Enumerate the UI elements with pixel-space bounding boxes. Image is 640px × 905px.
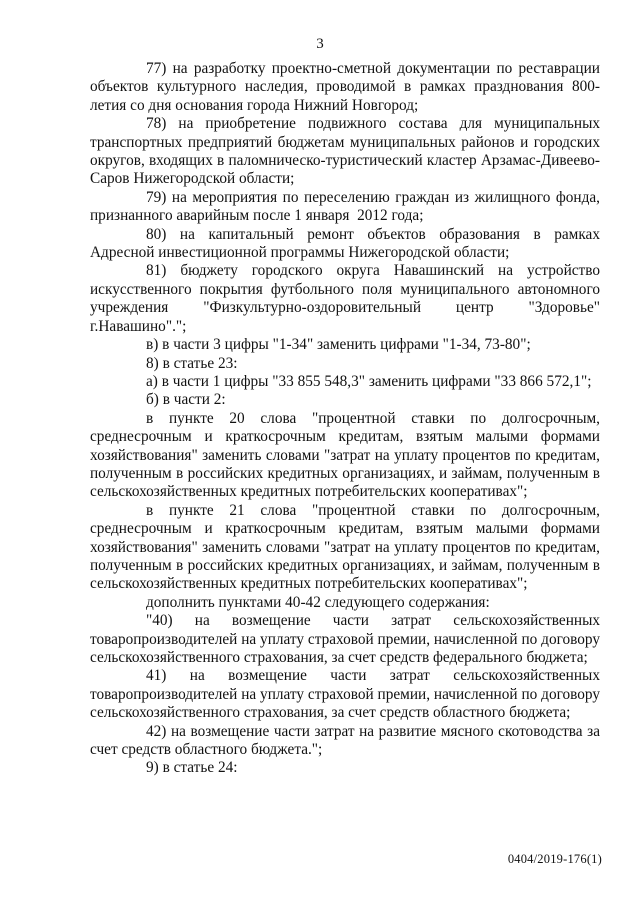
page-number: 3 — [316, 36, 324, 52]
paragraph-item-81: 81) бюджету городского округа Навашинский на устройство искусственного покрытия футбольного поля муниципального автономного учреждения "Физкультурно-оздоровительный центр "Здоровье" г.Навашино"."; — [90, 262, 604, 335]
paragraph-item-41: 41) на возмещение части затрат сельскохозяйственных товаропроизводителей на уплату страховой премии, начисленной по договору сельскохозяйственного страхования, за счет средств областного бюджета; — [90, 667, 604, 722]
paragraph-part-2: б) в части 2: — [146, 391, 226, 409]
paragraph-item-40: "40) на возмещение части затрат сельскохозяйственных товаропроизводителей на уплату страховой премии, начисленной по договору сельскохозяйственного страхования, за счет средств федерального бюджета; — [90, 612, 604, 666]
paragraph-point-21: в пункте 21 слова "процентной ставки по долгосрочным, среднесрочным и краткосрочным кредитам, взятым малыми формами хозяйствования" заменить словами "затрат на уплату процентов по кредитам, полученным в российских кредитных организациях, и займам, полученным в сельскохозяйственных кредитных потребительских кооперативах"; — [90, 501, 604, 593]
paragraph-article-23: 8) в статье 23: — [146, 354, 238, 372]
paragraph-item-77: 77) на разработку проектно-сметной документации по реставрации объектов культурного наследия, проводимой в рамках празднования 800-летия со дня основания города Нижний Новгород; — [90, 60, 604, 114]
document-body — [90, 60, 604, 778]
paragraph-item-80: 80) на капитальный ремонт объектов образования в рамках Адресной инвестиционной программы Нижегородской области; — [90, 225, 604, 262]
document-code: 0404/2019-176(1) — [507, 852, 602, 866]
paragraph-item-78: 78) на приобретение подвижного состава для муниципальных транспортных предприятий бюджетам муниципальных районов и городских округов, входящих в паломническо-туристический кластер Арзамас-Дивеево-Саров Нижегородской области; — [90, 115, 604, 188]
paragraph-point-20: в пункте 20 слова "процентной ставки по долгосрочным, среднесрочным и краткосрочным кредитам, взятым малыми формами хозяйствования" заменить словами "затрат на уплату процентов по кредитам, полученным в российских кредитных организациях, и займам, полученным в сельскохозяйственных кредитных потребительских кооперативах"; — [90, 409, 604, 501]
paragraph-item-79: 79) на мероприятия по переселению граждан из жилищного фонда, признанного аварийным после 1 января 2012 года; — [90, 188, 604, 225]
paragraph-part-1-change: а) в части 1 цифры "33 855 548,3" заменить цифрами "33 866 572,1"; — [146, 372, 592, 390]
paragraph-item-42: 42) на возмещение части затрат на развитие мясного скотоводства за счет средств областного бюджета."; — [90, 722, 604, 759]
paragraph-add-points: дополнить пунктами 40-42 следующего содержания: — [146, 593, 490, 611]
paragraph-part-3-change: в) в части 3 цифры "1-34" заменить цифрами "1-34, 73-80"; — [146, 336, 531, 354]
paragraph-article-24: 9) в статье 24: — [146, 759, 238, 777]
